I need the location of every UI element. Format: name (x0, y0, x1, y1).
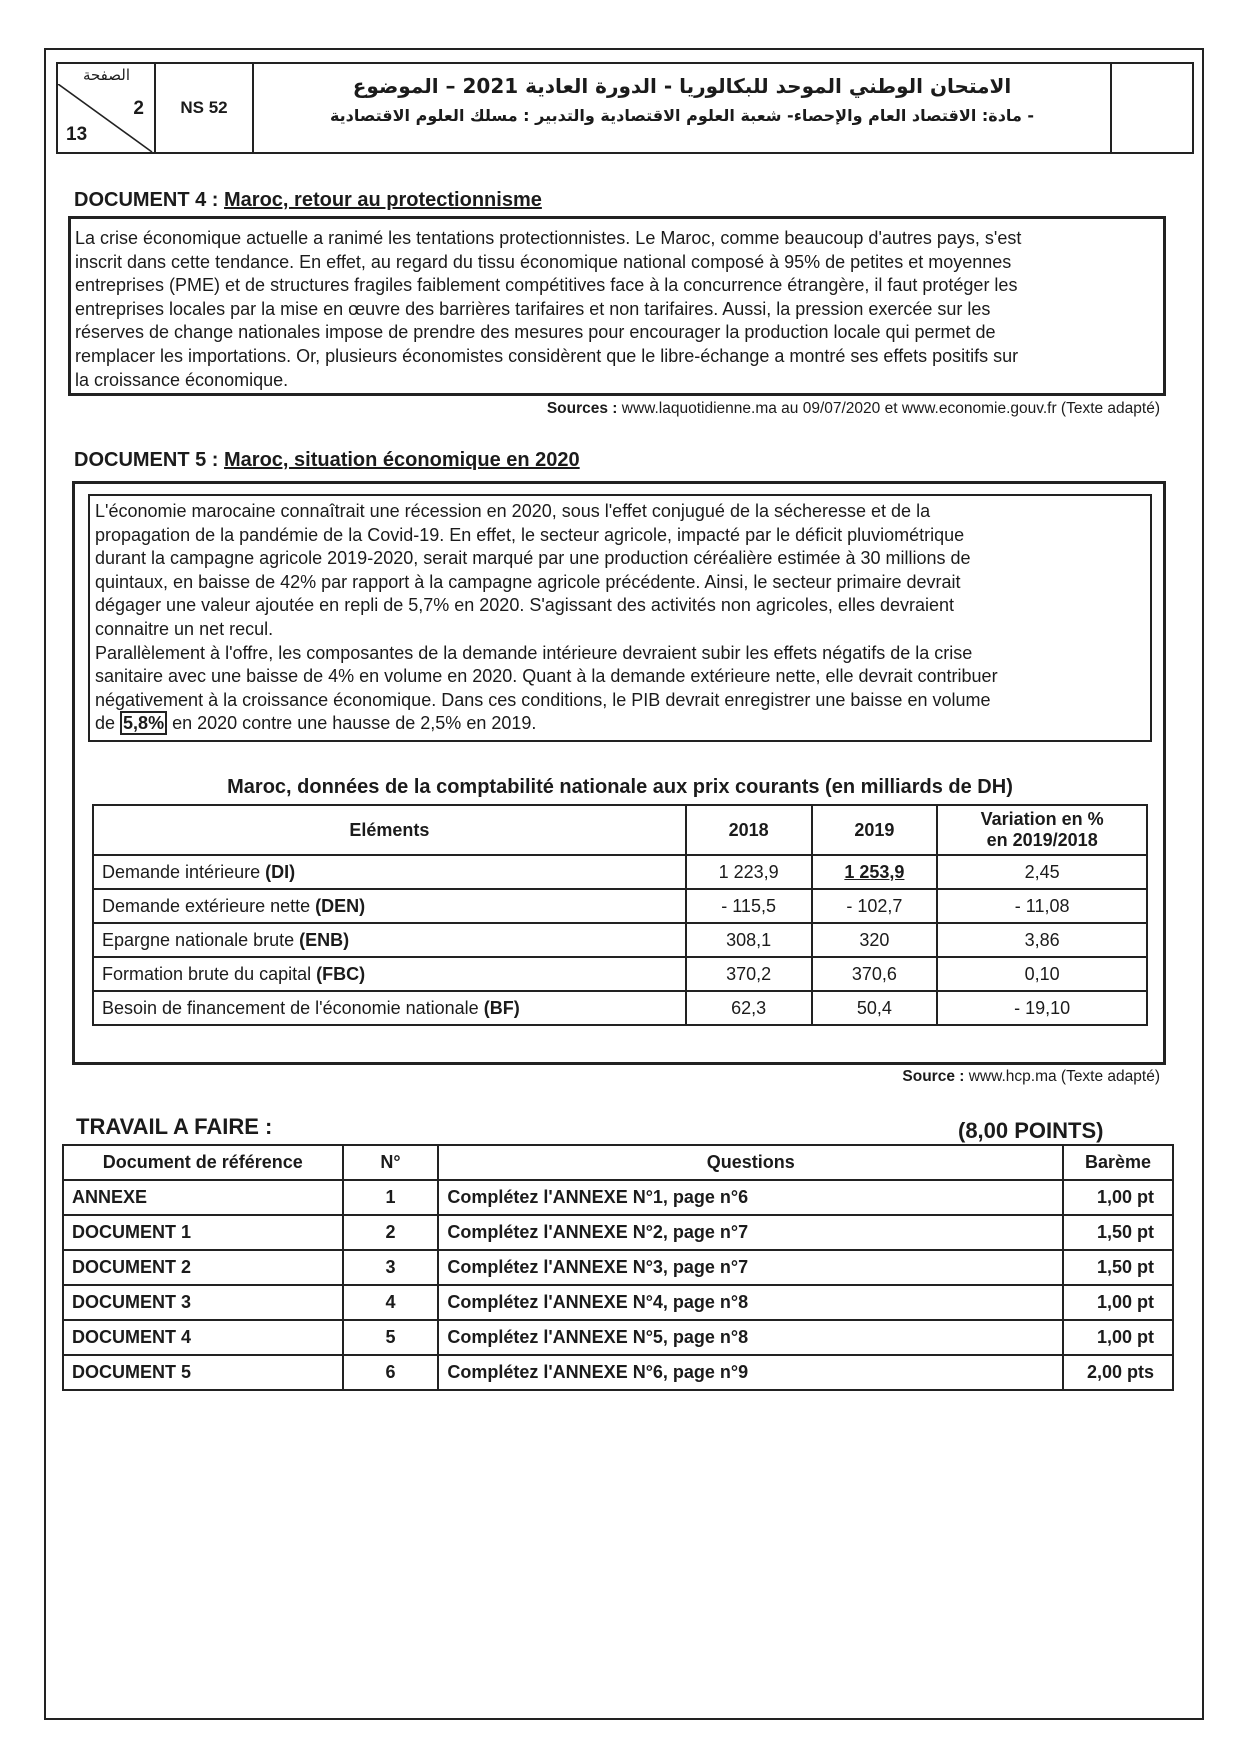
doc4-heading (74, 189, 542, 212)
doc5-line: Parallèlement à l'offre, les composantes de la demande intérieure devraient subir les effets négatifs de la crise (95, 642, 973, 663)
col-header-questions: Questions (438, 1145, 1063, 1180)
col-header-variation-line2: en 2019/2018 (986, 830, 1098, 850)
col-header-2018: 2018 (686, 805, 812, 855)
table-row (93, 957, 1147, 991)
cell-question: Complétez l'ANNEXE N°2, page n°7 (438, 1215, 1063, 1250)
col-header-elements: Eléments (93, 805, 686, 855)
doc5-heading (74, 449, 580, 472)
cell-variation: 0,10 (937, 957, 1147, 991)
cell-2018: 370,2 (686, 957, 812, 991)
doc4-line: inscrit dans cette tendance. En effet, au regard du tissu économique national composé à 95% de petites et moyennes (75, 251, 1012, 272)
cell-2018: 308,1 (686, 923, 812, 957)
cell-document: DOCUMENT 3 (63, 1285, 343, 1320)
row-abbr: (BF) (483, 997, 520, 1018)
cell-number: 4 (343, 1285, 439, 1320)
exam-title-line2: - مادة: الاقتصاد العام والإحصاء- شعبة العلوم الاقتصادية والتدبير : مسلك العلوم الاقتصادية (329, 106, 1035, 125)
exam-title-line1: الامتحان الوطني الموحد للبكالوريا - الدورة العادية 2021 – الموضوع (352, 74, 1012, 98)
row-label (93, 855, 686, 889)
cell-variation: - 19,10 (937, 991, 1147, 1025)
travail-title: TRAVAIL A FAIRE : (76, 1114, 273, 1139)
col-header-variation-line1: Variation en % (980, 809, 1104, 829)
cell-variation: - 11,08 (937, 889, 1147, 923)
doc5-source-label: Source : (902, 1068, 965, 1085)
cell-number: 6 (343, 1355, 439, 1390)
row-label (93, 957, 686, 991)
doc4-line: la croissance économique. (75, 369, 289, 390)
doc5-line: connaitre un net recul. (95, 618, 274, 639)
table-row (93, 991, 1147, 1025)
travail-table (62, 1144, 1174, 1391)
travail-row (63, 1355, 1173, 1390)
cell-bareme: 1,00 pt (1063, 1320, 1173, 1355)
col-header-2019: 2019 (812, 805, 938, 855)
row-label-text: Formation brute du capital (102, 963, 317, 984)
col-header-bareme: Barème (1063, 1145, 1173, 1180)
row-label (93, 889, 686, 923)
cell-document: ANNEXE (63, 1180, 343, 1215)
cell-2019: 320 (812, 923, 938, 957)
cell-question: Complétez l'ANNEXE N°4, page n°8 (438, 1285, 1063, 1320)
cell-question: Complétez l'ANNEXE N°5, page n°8 (438, 1320, 1063, 1355)
travail-points: (8,00 POINTS) (958, 1118, 1104, 1143)
page-label: الصفحة (82, 67, 130, 84)
row-label (93, 923, 686, 957)
cell-bareme: 1,50 pt (1063, 1215, 1173, 1250)
gdp-decline-highlight: 5,8% (120, 711, 167, 735)
cell-document: DOCUMENT 2 (63, 1250, 343, 1285)
doc5-last-pre: de (95, 713, 116, 734)
table-header-row (93, 805, 1147, 855)
doc4-text (75, 227, 1159, 392)
exam-code: NS 52 (156, 64, 254, 152)
cell-question: Complétez l'ANNEXE N°1, page n°6 (438, 1180, 1063, 1215)
cell-document: DOCUMENT 1 (63, 1215, 343, 1250)
doc4-title: Maroc, retour au protectionnisme (224, 189, 542, 211)
doc5-line: dégager une valeur ajoutée en repli de 5,7% en 2020. S'agissant des activités non agricoles, elles devraient (95, 595, 954, 616)
row-label-text: Besoin de financement de l'économie nationale (102, 997, 484, 1018)
cell-2018: 62,3 (686, 991, 812, 1025)
table-row (93, 889, 1147, 923)
national-accounts-table (92, 804, 1148, 1026)
row-abbr: (DEN) (315, 895, 366, 916)
doc4-box (68, 216, 1166, 396)
row-label-text: Epargne nationale brute (102, 929, 300, 950)
cell-variation: 2,45 (937, 855, 1147, 889)
doc4-line: entreprises locales par la mise en œuvre des barrières tarifaires et non tarifaires. Aussi, la pression exercée sur les (75, 298, 991, 319)
cell-number: 3 (343, 1250, 439, 1285)
exam-title (254, 64, 1112, 152)
cell-2018: 1 223,9 (686, 855, 812, 889)
page-number-cell (58, 64, 156, 152)
cell-2019: - 102,7 (812, 889, 938, 923)
cell-variation: 3,86 (937, 923, 1147, 957)
doc5-line: L'économie marocaine connaîtrait une récession en 2020, sous l'effet conjugué de la sécheresse et de la (95, 501, 931, 521)
table-row (93, 923, 1147, 957)
cell-2019: 50,4 (812, 991, 938, 1025)
col-header-document: Document de référence (63, 1145, 343, 1180)
cell-bareme: 1,00 pt (1063, 1285, 1173, 1320)
doc4-line: La crise économique actuelle a ranimé les tentations protectionnistes. Le Maroc, comme beaucoup d'autres pays, s'est (75, 228, 1022, 248)
col-header-number: N° (343, 1145, 439, 1180)
cell-number: 5 (343, 1320, 439, 1355)
row-label-text: Demande extérieure nette (102, 895, 316, 916)
doc5-text (95, 500, 1146, 736)
doc4-label: DOCUMENT 4 : (74, 189, 219, 211)
travail-row (63, 1250, 1173, 1285)
cell-2019: 1 253,9 (812, 855, 938, 889)
travail-row (63, 1180, 1173, 1215)
cell-question: Complétez l'ANNEXE N°6, page n°9 (438, 1355, 1063, 1390)
doc5-source-text: www.hcp.ma (Texte adapté) (968, 1068, 1160, 1085)
cell-bareme: 1,00 pt (1063, 1180, 1173, 1215)
row-abbr: (ENB) (299, 929, 350, 950)
doc5-text-box (88, 494, 1152, 742)
accounts-table-title: Maroc, données de la comptabilité nationale aux prix courants (en milliards de DH) (227, 776, 1013, 798)
doc5-last-line (95, 712, 1146, 736)
cell-bareme: 1,50 pt (1063, 1250, 1173, 1285)
header-blank-cell (1112, 64, 1192, 152)
row-abbr: (DI) (265, 861, 296, 882)
travail-row (63, 1215, 1173, 1250)
cell-bareme: 2,00 pts (1063, 1355, 1173, 1390)
doc4-line: remplacer les importations. Or, plusieurs économistes considèrent que le libre-échange a montré ses effets positifs sur (75, 345, 1019, 366)
doc4-source-text: www.laquotidienne.ma au 09/07/2020 et www.economie.gouv.fr (Texte adapté) (621, 400, 1160, 417)
travail-header-row (63, 1145, 1173, 1180)
cell-document: DOCUMENT 4 (63, 1320, 343, 1355)
doc5-line: négativement à la croissance économique. Dans ces conditions, le PIB devrait enregistrer une baisse en volume (95, 689, 991, 710)
doc4-line: entreprises (PME) et de structures fragiles faiblement compétitives face à la concurrence étrangère, il faut protéger les (75, 275, 1018, 296)
doc5-source (902, 1068, 1160, 1086)
doc4-source (547, 400, 1160, 418)
travail-row (63, 1320, 1173, 1355)
cell-2019: 370,6 (812, 957, 938, 991)
cell-number: 2 (343, 1215, 439, 1250)
doc4-line: réserves de change nationales impose de prendre des mesures pour encourager la production locale qui permet de (75, 322, 996, 343)
doc5-line: propagation de la pandémie de la Covid-19. En effet, le secteur agricole, impacté par le déficit pluviométrique (95, 524, 965, 545)
row-abbr: (FBC) (316, 963, 366, 984)
doc5-title: Maroc, situation économique en 2020 (224, 449, 580, 471)
doc5-last-post: en 2020 contre une hausse de 2,5% en 2019. (172, 713, 537, 734)
col-header-variation (937, 805, 1147, 855)
doc4-source-label: Sources : (546, 400, 618, 417)
doc5-label: DOCUMENT 5 : (74, 449, 219, 471)
doc5-line: quintaux, en baisse de 42% par rapport à la campagne agricole précédente. Ainsi, le secteur primaire devrait (95, 571, 961, 592)
page-total: 13 (66, 124, 88, 145)
page-number: 2 (133, 98, 144, 119)
travail-row (63, 1285, 1173, 1320)
exam-header (56, 62, 1194, 154)
doc5-line: durant la campagne agricole 2019-2020, serait marqué par une production céréalière estimée à 30 millions de (95, 548, 971, 569)
cell-document: DOCUMENT 5 (63, 1355, 343, 1390)
cell-number: 1 (343, 1180, 439, 1215)
doc5-line: sanitaire avec une baisse de 4% en volume en 2020. Quant à la demande extérieure nette, elle devrait contribuer (95, 666, 998, 687)
cell-2018: - 115,5 (686, 889, 812, 923)
row-label (93, 991, 686, 1025)
cell-question: Complétez l'ANNEXE N°3, page n°7 (438, 1250, 1063, 1285)
table-row (93, 855, 1147, 889)
row-label-text: Demande intérieure (102, 861, 266, 882)
